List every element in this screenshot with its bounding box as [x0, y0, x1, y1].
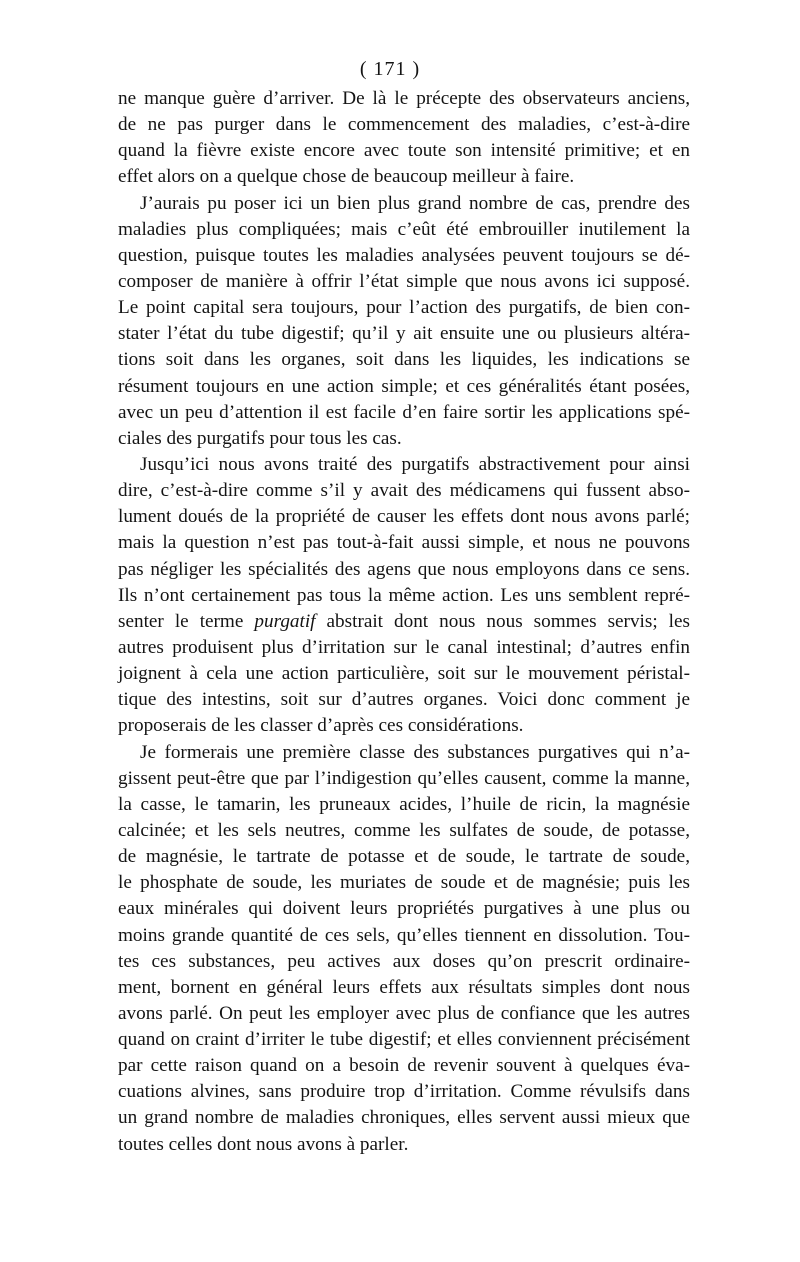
text-line: tes ces substances, peu actives aux doses qu’on prescrit ordinaire-: [118, 950, 690, 972]
text-line: lument doués de la propriété de causer les effets dont nous avons parlé;: [118, 506, 690, 528]
text-line: senter le terme purgatif abstrait dont nous nous sommes servis; les: [118, 610, 691, 632]
paragraph: [118, 191, 690, 452]
text-line: quand la fièvre existe encore avec toute son intensité primitive; et en: [118, 140, 690, 162]
text-line: question, puisque toutes les maladies analysées peuvent toujours se dé-: [118, 244, 690, 266]
text-line: de magnésie, le tartrate de potasse et de soude, le tartrate de soude,: [118, 846, 690, 868]
text-line: effet alors on a quelque chose de beaucoup meilleur à faire.: [118, 166, 575, 188]
text-line: Jusqu’ici nous avons traité des purgatifs abstractivement pour ainsi: [140, 453, 690, 475]
text-line: autres produisent plus d’irritation sur le canal intestinal; d’autres enfin: [118, 636, 690, 658]
text-line: tique des intestins, soit sur d’autres organes. Voici donc comment je: [118, 689, 690, 711]
text-line: proposerais de les classer d’après ces considérations.: [118, 715, 524, 737]
text-line: le phosphate de soude, les muriates de soude et de magnésie; puis les: [118, 872, 690, 894]
paragraph: [118, 452, 690, 740]
text-line: résument toujours en une action simple; et ces généralités étant posées,: [118, 375, 690, 397]
text-line: mais la question n’est pas tout-à-fait aussi simple, et nous ne pouvons: [118, 532, 690, 554]
text-line: par cette raison quand on a besoin de revenir souvent à quelques éva-: [118, 1055, 690, 1077]
text-line: cuations alvines, sans produire trop d’irritation. Comme révulsifs dans: [118, 1081, 690, 1103]
text-line: eaux minérales qui doivent leurs propriétés purgatives à une plus ou: [118, 898, 690, 920]
text-line: avons parlé. On peut les employer avec plus de confiance que les autres: [118, 1002, 690, 1024]
text-line: Le point capital sera toujours, pour l’action des purgatifs, de bien con-: [118, 297, 690, 319]
paragraph: [118, 86, 690, 191]
text-line: gissent peut-être que par l’indigestion qu’elles causent, comme la manne,: [118, 767, 690, 789]
text-line: ne manque guère d’arriver. De là le précepte des observateurs anciens,: [118, 88, 690, 109]
text-line: avec un peu d’attention il est facile d’en faire sortir les applications spé-: [118, 401, 690, 423]
text-line: quand on craint d’irriter le tube digestif; et elles conviennent précisément: [118, 1029, 690, 1051]
text-line: composer de manière à offrir l’état simple que nous avons ici supposé.: [118, 270, 690, 292]
text-line: un grand nombre de maladies chroniques, elles servent aussi mieux que: [118, 1107, 690, 1129]
text-line: toutes celles dont nous avons à parler.: [118, 1133, 409, 1155]
paragraph: [118, 740, 690, 1158]
text-line: maladies plus compliquées; mais c’eût été embrouiller inutilement la: [118, 218, 690, 240]
text-line: J’aurais pu poser ici un bien plus grand nombre de cas, prendre des: [140, 192, 690, 214]
text-line: ment, bornent en général leurs effets aux résultats simples dont nous: [118, 976, 690, 998]
text-line: tions soit dans les organes, soit dans les liquides, les indications se: [118, 349, 690, 371]
text-line: la casse, le tamarin, les pruneaux acides, l’huile de ricin, la magnésie: [118, 793, 690, 815]
text-line: calcinée; et les sels neutres, comme les sulfates de soude, de potasse,: [118, 819, 690, 841]
text-line: dire, c’est-à-dire comme s’il y avait des médicamens qui fussent abso-: [118, 480, 690, 502]
text-line: stater l’état du tube digestif; qu’il y ait ensuite une ou plusieurs altéra-: [118, 323, 690, 345]
body-text: [118, 86, 690, 1158]
text-line: de ne pas purger dans le commencement des maladies, c’est-à-dire: [118, 114, 690, 136]
text-line: moins grande quantité de ces sels, qu’elles tiennent en dissolution. Tou-: [118, 924, 690, 946]
text-line: Ils n’ont certainement pas tous la même action. Les uns semblent repré-: [118, 584, 690, 606]
text-line: Je formerais une première classe des substances purgatives qui n’a-: [140, 741, 690, 763]
text-line: joignent à cela une action particulière, soit sur le mouvement péristal-: [118, 663, 690, 685]
text-line: pas négliger les spécialités des agens que nous employons dans ce sens.: [118, 558, 690, 580]
text-line: ciales des purgatifs pour tous les cas.: [118, 427, 402, 449]
page-number: ( 171 ): [359, 58, 421, 80]
